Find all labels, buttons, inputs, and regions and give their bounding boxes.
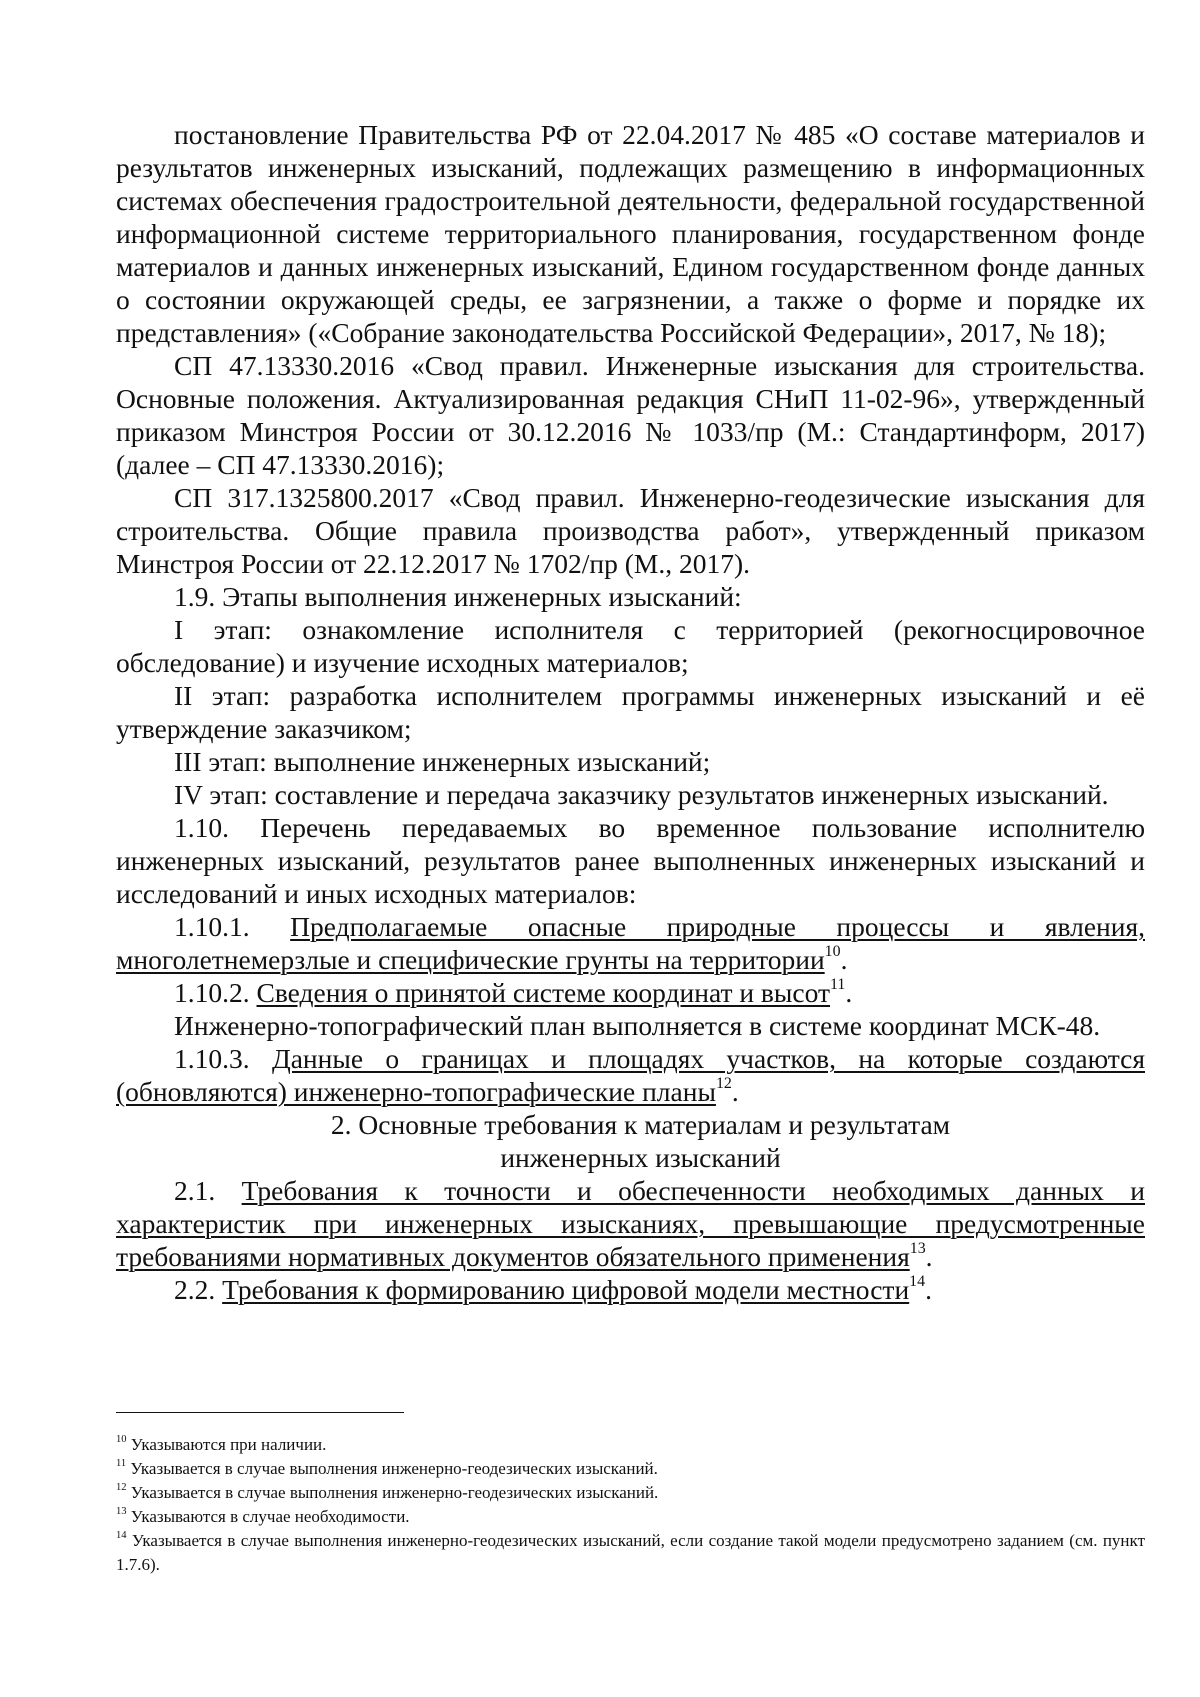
- paragraph-sp-47: СП 47.13330.2016 «Свод правил. Инженерные изыскания для строительства. Основные положения. Актуализированная редакция СНиП 11-02-96», утвержденный приказом Минстроя России от 30.12.2016 № 1033/пр (М.: Стандартинформ, 2017) (далее – СП 47.13330.2016);: [116, 350, 1145, 480]
- footnote-ref[interactable]: 10: [824, 943, 841, 961]
- footnote-number: 10: [116, 1434, 127, 1446]
- item-number: 2.2.: [174, 1274, 223, 1305]
- item-end: .: [845, 977, 853, 1008]
- footnote-text: Указывается в случае выполнения инженерно-геодезических изысканий.: [126, 1459, 658, 1478]
- item-end: .: [731, 1076, 739, 1107]
- footnote-11: [116, 1457, 1145, 1481]
- footnote-number: 13: [116, 1506, 127, 1518]
- footnote-14: [116, 1529, 1145, 1577]
- paragraph-1-10-list: 1.10. Перечень передаваемых во временное пользование исполнителю инженерных изысканий, результатов ранее выполненных инженерных изысканий и исследований и иных исходных материалов:: [116, 812, 1145, 909]
- paragraph-stage-2: II этап: разработка исполнителем программы инженерных изысканий и её утверждение заказчиком;: [116, 680, 1145, 744]
- item-number: 1.10.1.: [174, 911, 291, 942]
- footnote-10: [116, 1433, 1145, 1457]
- paragraph-stage-1: I этап: ознакомление исполнителя с территорией (рекогносцировочное обследование) и изучение исходных материалов;: [116, 614, 1145, 678]
- underlined-text: Сведения о принятой системе координат и высот: [256, 977, 830, 1008]
- footnote-separator: [116, 1412, 404, 1413]
- item-end: .: [925, 1241, 933, 1272]
- paragraph-msk-48: Инженерно-топографический план выполняется в системе координат МСК-48.: [174, 1010, 1101, 1041]
- footnote-13: [116, 1505, 1145, 1529]
- item-end: .: [840, 944, 848, 975]
- paragraph-2-1: [116, 1174, 1145, 1273]
- paragraph-1-10-1: [116, 910, 1145, 976]
- section-2-title: [116, 1108, 1145, 1174]
- section-title-line-2: инженерных изысканий: [500, 1142, 781, 1173]
- paragraph-regulation-485: постановление Правительства РФ от 22.04.2017 № 485 «О составе материалов и результатов инженерных изысканий, подлежащих размещению в информационных системах обеспечения градостроительной деятельности, федеральной государственной информационной системе территориального планирования, государственном фонде материалов и данных инженерных изысканий, Едином государственном фонде данных о состоянии окружающей среды, ее загрязнении, а также о форме и порядке их представления» («Собрание законодательства Российской Федерации», 2017, № 18);: [116, 119, 1145, 348]
- paragraph-sp-317: СП 317.1325800.2017 «Свод правил. Инженерно-геодезические изыскания для строительства. Общие правила производства работ», утвержденный приказом Минстроя России от 22.12.2017 № 1702/пр (М., 2017).: [116, 482, 1145, 579]
- item-number: 1.10.2.: [174, 977, 257, 1008]
- paragraph-1-9-stages: 1.9. Этапы выполнения инженерных изысканий:: [174, 581, 742, 612]
- footnote-text: Указывается в случае выполнения инженерно-геодезических изысканий, если создание такой модели предусмотрено заданием (см. пункт 1.7.6).: [116, 1531, 1145, 1574]
- footnote-text: Указываются при наличии.: [126, 1435, 327, 1454]
- paragraph-2-2: [116, 1273, 1145, 1306]
- footnote-ref[interactable]: 12: [715, 1075, 732, 1093]
- footnote-number: 12: [116, 1482, 127, 1494]
- item-number: 2.1.: [174, 1175, 242, 1206]
- paragraph-1-10-2: [116, 976, 1145, 1009]
- underlined-text: Требования к формированию цифровой модели местности: [222, 1274, 910, 1305]
- paragraph-stage-3: III этап: выполнение инженерных изысканий;: [174, 746, 711, 777]
- underlined-text: Предполагаемые опасные природные процессы и явления, многолетнемерзлые и специфические грунты на территории: [116, 911, 1145, 975]
- document-body: [116, 118, 1145, 1306]
- paragraph-1-10-3: [116, 1042, 1145, 1108]
- footnotes: [116, 1433, 1145, 1577]
- underlined-text: Данные о границах и площадях участков, на которые создаются (обновляются) инженерно-топографические планы: [116, 1043, 1145, 1107]
- section-title-line-1: 2. Основные требования к материалам и результатам: [330, 1109, 951, 1140]
- footnote-ref[interactable]: 13: [909, 1240, 926, 1258]
- footnote-text: Указываются в случае необходимости.: [126, 1507, 410, 1526]
- item-number: 1.10.3.: [174, 1043, 272, 1074]
- paragraph-stage-4: IV этап: составление и передача заказчику результатов инженерных изысканий.: [174, 779, 1109, 810]
- underlined-text: Требования к точности и обеспеченности необходимых данных и характеристик при инженерных изысканиях, превышающие предусмотренные требованиями нормативных документов обязательного применения: [116, 1175, 1145, 1272]
- footnote-number: 11: [116, 1458, 127, 1470]
- footnote-text: Указывается в случае выполнения инженерно-геодезических изысканий.: [126, 1483, 659, 1502]
- footnote-12: [116, 1481, 1145, 1505]
- item-end: .: [925, 1274, 932, 1305]
- footnote-ref[interactable]: 14: [909, 1273, 926, 1291]
- footnote-number: 14: [116, 1530, 127, 1542]
- footnote-ref[interactable]: 11: [830, 976, 846, 994]
